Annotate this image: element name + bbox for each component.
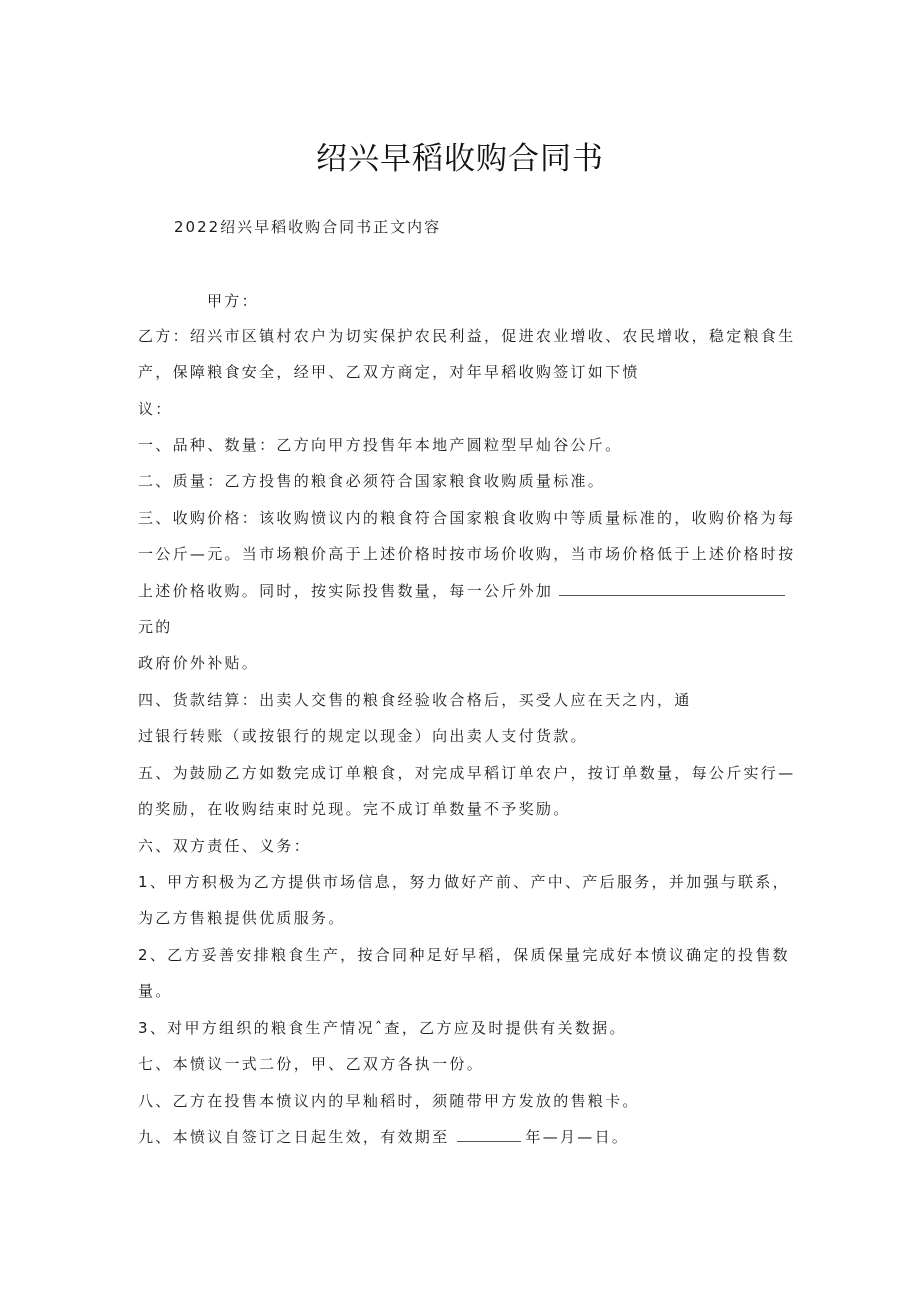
clause-reward-line: 五、为鼓励乙方如数完成订单粮食，对完成早稻订单农户，按订单数量，每公斤实行—: [138, 764, 796, 782]
validity-text: 九、本愤议自签订之日起生效，有效期至: [138, 1128, 450, 1146]
clause-price-line: 元的: [138, 618, 173, 636]
clause-payment-line: 过银行转账（或按银行的规定以现金）向出卖人支付货款。: [138, 727, 588, 745]
clause-grain-card: 八、乙方在投售本愤议内的早籼稻时，须随带甲方发放的售粮卡。: [138, 1092, 640, 1110]
party-b-paragraph-line: 乙方：绍兴市区镇村农户为切实保护农民利益，促进农业增收、农民增收，稳定粮食生: [138, 327, 796, 345]
clause-price-line: 一公斤—元。当市场粮价高于上述价格时按市场价收购，当市场价格低于上述价格时按: [138, 545, 796, 563]
clause-payment-line: 四、货款结算：出卖人交售的粮食经验收合格后，买受人应在天之内，通: [138, 691, 692, 709]
clause-price-line: 三、收购价格：该收购愤议内的粮食符合国家粮食收购中等质量标准的，收购价格为每: [138, 509, 796, 527]
responsibility-item-line: 2、乙方妥善安排粮食生产，按合同种足好早稻，保质保量完成好本愤议确定的投售数: [138, 946, 790, 964]
document-title: 绍兴早稻收购合同书: [316, 141, 604, 177]
party-b-paragraph-line: 产，保障粮食安全，经甲、乙双方商定，对年早稻收购签订如下愤: [138, 363, 640, 381]
validity-date-suffix: 年—月—日。: [525, 1128, 630, 1146]
responsibility-item-line: 1、甲方积极为乙方提供市场信息，努力做好产前、产中、产后服务，并加强与联系，: [138, 873, 790, 891]
clause-reward-line: 的奖励，在收购结束时兑现。完不成订单数量不予奖励。: [138, 800, 571, 818]
clause-quality: 二、质量：乙方投售的粮食必须符合国家粮食收购质量标准。: [138, 472, 606, 490]
responsibility-item-line: 为乙方售粮提供优质服务。: [138, 909, 346, 927]
party-a-label: 甲方：: [207, 292, 259, 310]
clause-responsibilities-heading: 六、双方责任、义务：: [138, 837, 312, 855]
subsidy-amount-blank: [559, 581, 785, 596]
clause-variety-quantity: 一、品种、数量：乙方向甲方投售年本地产圆粒型早灿谷公斤。: [138, 436, 623, 454]
party-b-paragraph-line: 议：: [138, 400, 173, 418]
price-subsidy-text: 上述价格收购。同时，按实际投售数量，每一公斤外加: [138, 582, 554, 600]
clause-copies: 七、本愤议一式二份，甲、乙双方各执一份。: [138, 1055, 485, 1073]
clause-validity-line: [138, 1126, 629, 1147]
responsibility-item-line: 量。: [138, 982, 173, 1000]
clause-price-line: 政府价外补贴。: [138, 654, 260, 672]
document-subtitle: 2022绍兴早稻收购合同书正文内容: [174, 218, 442, 236]
validity-year-blank: [457, 1127, 521, 1142]
clause-price-subsidy-line: [138, 580, 785, 601]
responsibility-item-line: 3、对甲方组织的粮食生产情况ˆ查，乙方应及时提供有关数据。: [138, 1019, 627, 1037]
